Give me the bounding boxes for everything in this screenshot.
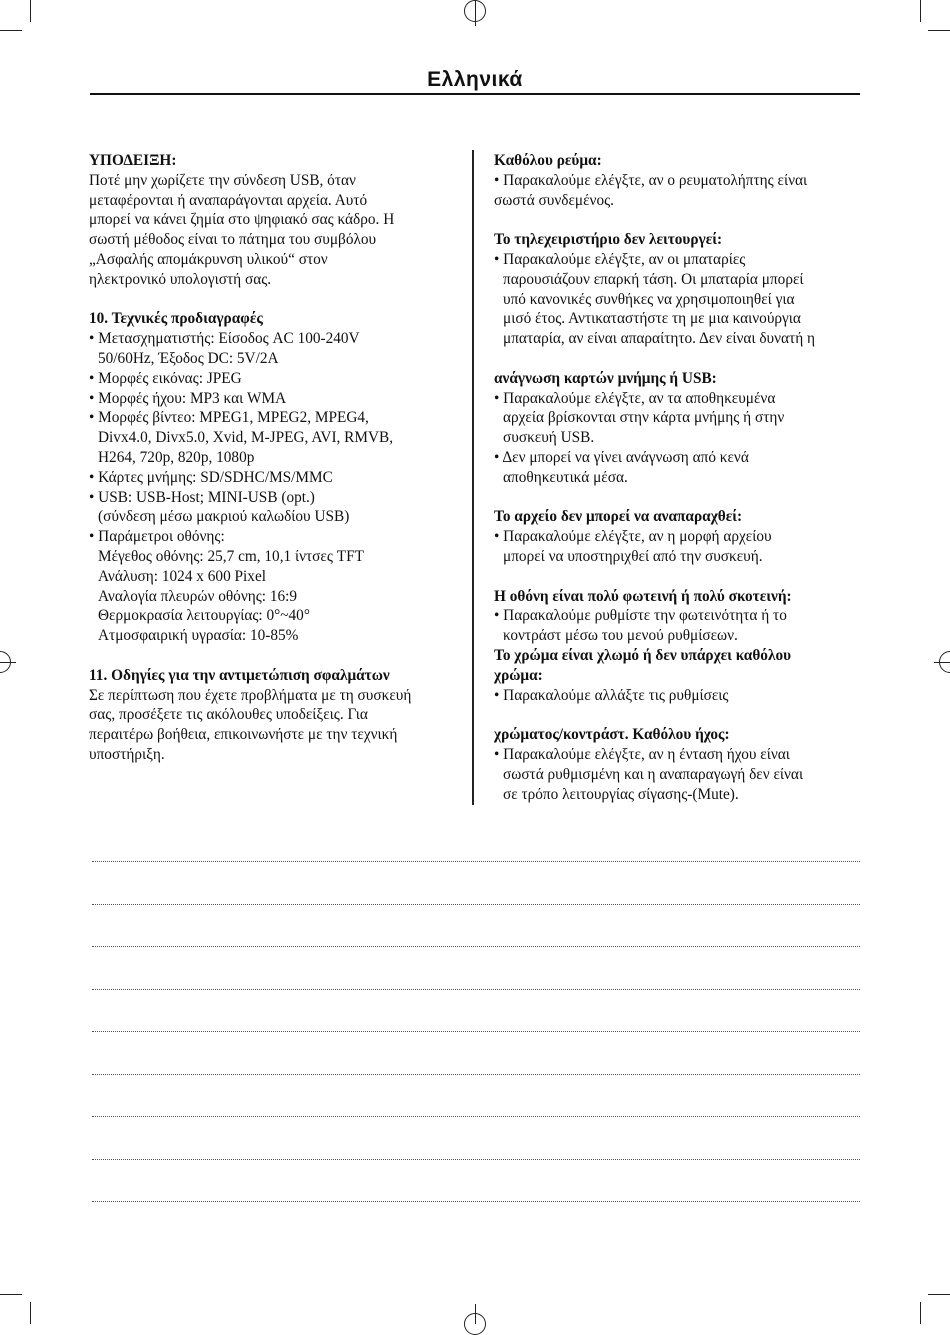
section-line: σε τρόπο λειτουργίας σίγασης-(Mute). (503, 785, 739, 803)
section-line: μισό έτος. Αντικαταστήστε τη με μια καινούργια (503, 310, 801, 328)
note-writing-line (92, 1116, 860, 1117)
note-writing-line (92, 1201, 860, 1202)
header-rule (90, 93, 860, 95)
spec-line: • Μορφές ήχου: MP3 και WMA (89, 389, 287, 407)
section-line: σωστά συνδεμένος. (494, 191, 614, 209)
registration-mark-line (934, 662, 950, 663)
section-line: • Παρακαλούμε ελέγξτε, αν οι μπαταρίες (494, 250, 746, 268)
spec-line: Ατμοσφαιρική υγρασία: 10-85% (98, 627, 299, 645)
registration-mark-line (0, 662, 16, 663)
column-divider (472, 150, 474, 805)
left-column (89, 151, 464, 765)
spec-line: Μέγεθος οθόνης: 25,7 cm, 10,1 ίντσες TFT (98, 547, 364, 565)
note-writing-line (92, 904, 860, 905)
troubleshooting-line: σας, προσέξετε τις ακόλουθες υποδείξεις. Για (89, 706, 368, 724)
section-heading: Το χρώμα είναι χλωμό ή δεν υπάρχει καθόλου (494, 646, 792, 664)
spec-line: Divx4.0, Divx5.0, Xvid, M-JPEG, AVI, RMVB, (98, 429, 394, 447)
spec-line: Θερμοκρασία λειτουργίας: 0°~40° (98, 607, 310, 625)
page-language-title: Ελληνικά (427, 68, 523, 91)
note-writing-line (92, 861, 860, 862)
section-line: • Παρακαλούμε ελέγξτε, αν η ένταση ήχου είναι (494, 745, 790, 763)
section-line: αρχεία βρίσκονται στην κάρτα μνήμης ή στην (503, 409, 785, 427)
spec-line: Ανάλυση: 1024 x 600 Pixel (98, 567, 266, 585)
troubleshooting-line: περαιτέρω βοήθεια, επικοινωνήστε με την τεχνική (89, 726, 398, 744)
section-line: κοντράστ μέσω του μενού ρυθμίσεων. (503, 627, 738, 645)
section-line: συσκευή USB. (503, 429, 595, 447)
section-heading: Καθόλου ρεύμα: (494, 152, 602, 169)
note-line: „Ασφαλής απομάκρυνση υλικού“ στον (89, 250, 328, 268)
note-writing-line (92, 946, 860, 947)
spec-line: • USB: USB-Host; MINI-USB (opt.) (89, 488, 315, 506)
note-writing-line (92, 1031, 860, 1032)
crop-mark (928, 30, 950, 31)
troubleshooting-line: Σε περίπτωση που έχετε προβλήματα με τη συσκευή (89, 686, 412, 704)
right-column (494, 151, 866, 804)
section-line: σωστά ρυθμισμένη και η αναπαραγωγή δεν είναι (503, 765, 804, 783)
section-line: • Παρακαλούμε ελέγξτε, αν τα αποθηκευμένα (494, 389, 776, 407)
section-line: αποθηκευτικά μέσα. (503, 468, 628, 486)
section-heading: Το τηλεχειριστήριο δεν λειτουργεί: (494, 231, 723, 249)
section-line: παρουσιάζουν επαρκή τάση. Οι μπαταρία μπορεί (503, 270, 804, 288)
note-line: ηλεκτρονικό υπολογιστή σας. (89, 270, 272, 288)
note-writing-line (92, 1074, 860, 1075)
spec-line: • Παράμετροι οθόνης: (89, 528, 225, 546)
crop-mark (0, 30, 22, 31)
note-writing-line (92, 989, 860, 990)
spec-line: • Μορφές βίντεο: MPEG1, MPEG2, MPEG4, (89, 409, 369, 427)
section-line: μπορεί να υποστηριχθεί από την συσκευή. (503, 547, 763, 565)
section-heading: Το αρχείο δεν μπορεί να αναπαραχθεί: (494, 508, 743, 526)
spec-line: H264, 720p, 820p, 1080p (98, 448, 255, 466)
crop-mark (920, 1302, 921, 1324)
section-line: • Παρακαλούμε αλλάξτε τις ρυθμίσεις (494, 686, 729, 704)
note-writing-line (92, 1159, 860, 1160)
spec-line: • Μορφές εικόνας: JPEG (89, 369, 242, 387)
note-line: μεταφέρονται ή αναπαράγονται αρχεία. Αυτό (89, 191, 368, 209)
spec-line: (σύνδεση μέσω μακριού καλωδίου USB) (98, 508, 350, 526)
section-line: • Παρακαλούμε ελέγξτε, αν ο ρευματολήπτης είναι (494, 171, 808, 189)
registration-mark-line (475, 0, 476, 26)
section-heading: Η οθόνη είναι πολύ φωτεινή ή πολύ σκοτεινή: (494, 587, 792, 605)
crop-mark (0, 1294, 22, 1295)
spec-line: • Μετασχηματιστής: Είσοδος AC 100-240V (89, 330, 360, 348)
spec-line: Αναλογία πλευρών οθόνης: 16:9 (98, 587, 298, 605)
specs-heading: 10. Τεχνικές προδιαγραφές (89, 310, 263, 328)
section-line: • Παρακαλούμε ρυθμίστε την φωτεινότητα ή το (494, 607, 787, 625)
troubleshooting-heading: 11. Οδηγίες για την αντιμετώπιση σφαλμάτων (89, 666, 390, 684)
note-line: Ποτέ μην χωρίζετε την σύνδεση USB, όταν (89, 171, 356, 189)
section-heading: χρώμα: (494, 666, 543, 684)
section-line: • Δεν μπορεί να γίνει ανάγνωση από κενά (494, 448, 749, 466)
note-line: σωστή μέθοδος είναι το πάτημα του συμβόλου (89, 231, 377, 249)
crop-mark (928, 1294, 950, 1295)
section-heading: ανάγνωση καρτών μνήμης ή USB: (494, 369, 717, 387)
registration-mark-line (475, 1304, 476, 1324)
notes-area (92, 861, 860, 1244)
spec-line: • Κάρτες μνήμης: SD/SDHC/MS/MMC (89, 468, 333, 486)
note-line: μπορεί να κάνει ζημία στο ψηφιακό σας κάδρο. Η (89, 211, 395, 229)
section-line: μπαταρία, αν είναι απαραίτητο. Δεν είναι δυνατή η (503, 330, 816, 348)
section-heading: χρώματος/κοντράστ. Καθόλου ήχος: (494, 726, 730, 744)
crop-mark (30, 0, 31, 22)
crop-mark (30, 1302, 31, 1324)
section-line: υπό κανονικές συνθήκες να χρησιμοποιηθεί για (503, 290, 795, 308)
note-heading: ΥΠΟΔΕΙΞΗ: (89, 152, 177, 169)
spec-line: 50/60Hz, Έξοδος DC: 5V/2A (98, 349, 279, 367)
section-line: • Παρακαλούμε ελέγξτε, αν η μορφή αρχείου (494, 528, 772, 546)
troubleshooting-line: υποστήριξη. (89, 745, 165, 763)
crop-mark (920, 0, 921, 22)
